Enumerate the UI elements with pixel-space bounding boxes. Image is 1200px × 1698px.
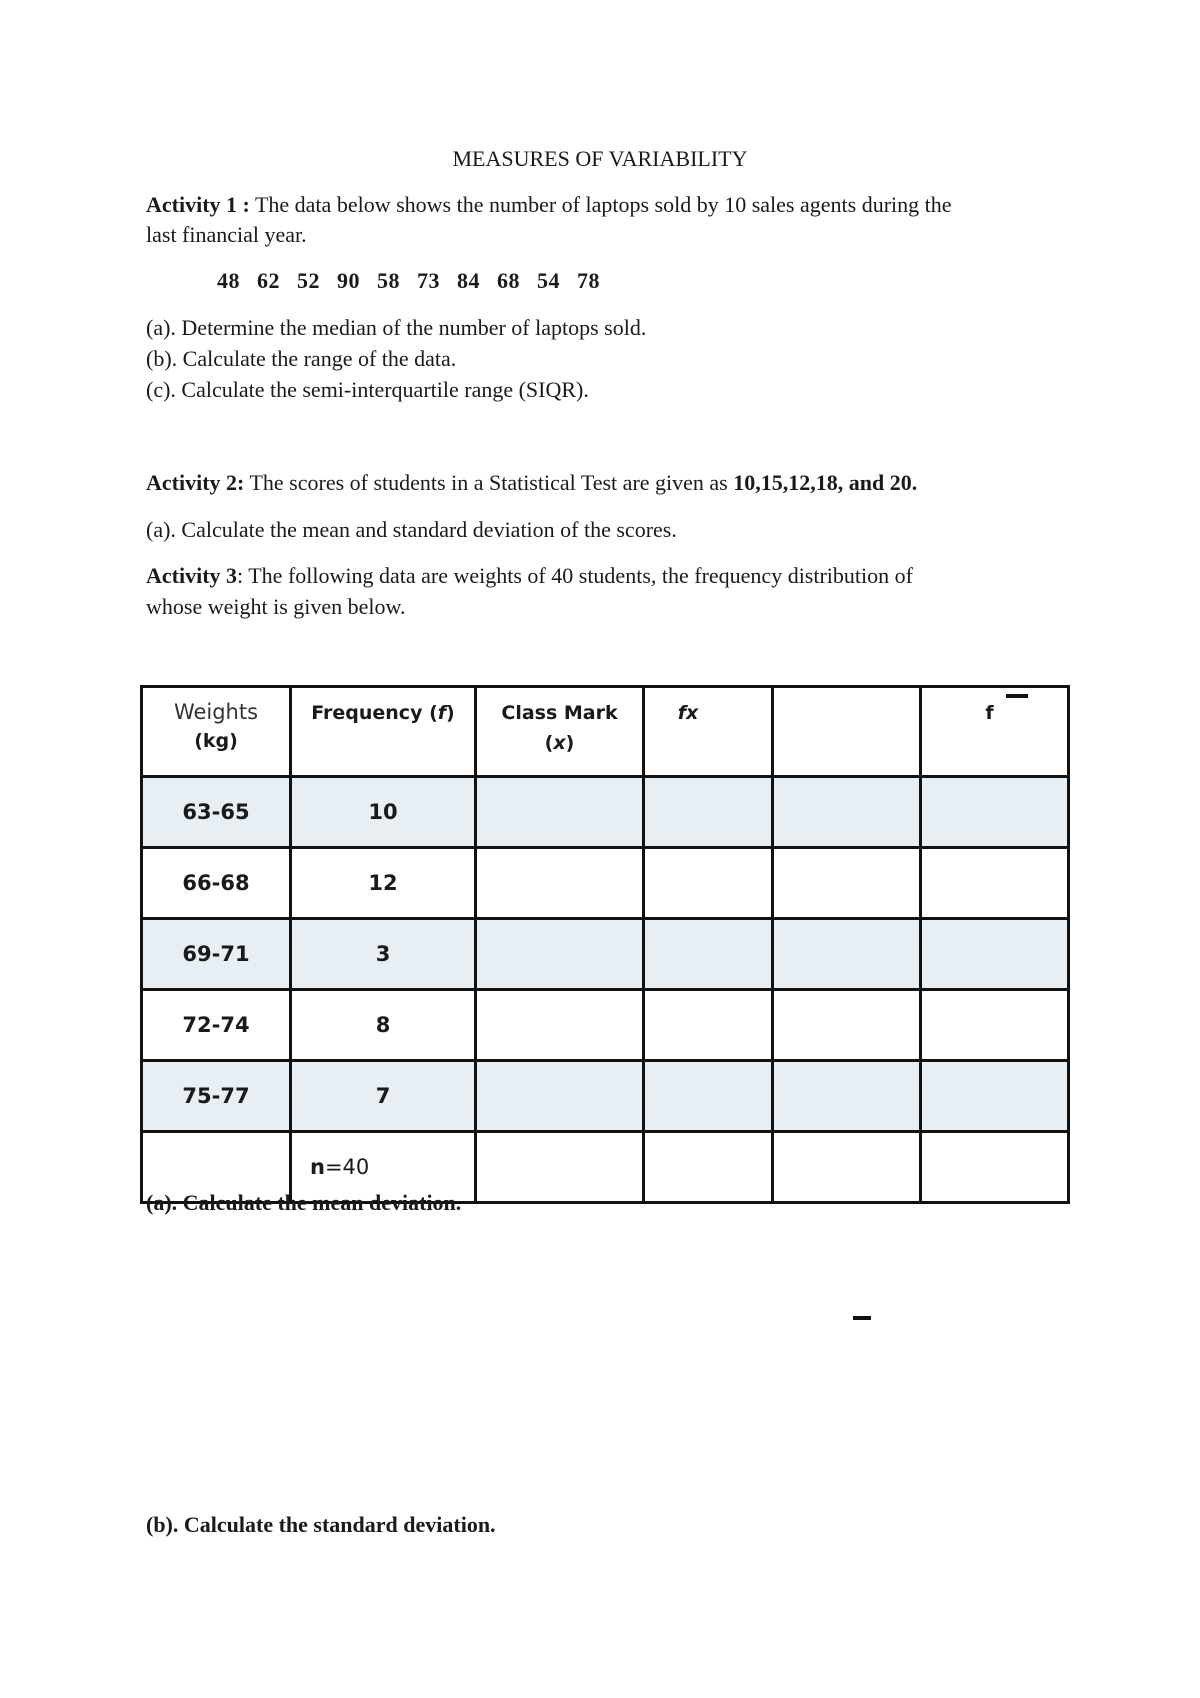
data-value: 68 <box>497 268 520 293</box>
header-weights-line1: Weights <box>173 700 259 724</box>
cell-empty <box>773 990 921 1061</box>
header-weights <box>142 687 291 777</box>
cell-frequency: 12 <box>291 848 476 919</box>
cell-frequency: 3 <box>291 919 476 990</box>
activity1-number-list <box>217 268 611 294</box>
dash-mark <box>853 1316 871 1320</box>
table-row <box>142 990 1069 1061</box>
activity1-text-line2: last financial year. <box>146 222 307 247</box>
cell-empty <box>644 919 773 990</box>
table-row <box>142 777 1069 848</box>
activity1-label: Activity 1 : <box>146 192 250 217</box>
cell-empty <box>773 919 921 990</box>
activity2-text: The scores of students in a Statistical Test are given as <box>249 470 728 495</box>
activity3-label: Activity 3 <box>146 563 238 588</box>
data-value: 73 <box>417 268 440 293</box>
cell-empty <box>644 848 773 919</box>
table-row <box>142 919 1069 990</box>
cell-empty <box>476 848 644 919</box>
data-value: 48 <box>217 268 240 293</box>
header-frequency: Frequency (f) <box>291 687 476 777</box>
cell-weights: 63-65 <box>142 777 291 848</box>
cell-empty <box>644 1132 773 1203</box>
activity3-text-line1: : The following data are weights of 40 students, the frequency distribution of <box>237 563 913 588</box>
cell-empty <box>773 1061 921 1132</box>
cell-empty <box>921 1061 1069 1132</box>
table-row <box>142 1061 1069 1132</box>
data-value: 52 <box>297 268 320 293</box>
activity1-question-b: (b). Calculate the range of the data. <box>146 346 457 371</box>
header-weights-line2: (kg) <box>194 730 238 752</box>
header-class-mark: Class Mark (x) <box>476 687 644 777</box>
activity3-text-line2: whose weight is given below. <box>146 594 406 619</box>
data-value: 62 <box>257 268 280 293</box>
header-col5 <box>773 687 921 777</box>
overline-mark <box>1006 694 1028 698</box>
cell-weights: 72-74 <box>142 990 291 1061</box>
page-title: MEASURES OF VARIABILITY <box>452 146 748 171</box>
cell-empty <box>644 990 773 1061</box>
activity1-question-a: (a). Determine the median of the number of laptops sold. <box>146 315 647 340</box>
question-mean-deviation: (a). Calculate the mean deviation. <box>146 1190 462 1215</box>
cell-empty <box>476 1061 644 1132</box>
activity2-question-a: (a). Calculate the mean and standard deviation of the scores. <box>146 517 677 542</box>
cell-empty <box>476 919 644 990</box>
cell-frequency: 7 <box>291 1061 476 1132</box>
cell-frequency: 8 <box>291 990 476 1061</box>
activity2-label: Activity 2: <box>146 470 245 495</box>
cell-empty <box>921 848 1069 919</box>
cell-total: n=40 <box>291 1132 476 1203</box>
table-header-row <box>142 687 1069 777</box>
table-row <box>142 848 1069 919</box>
data-value: 90 <box>337 268 360 293</box>
cell-empty <box>773 1132 921 1203</box>
cell-empty <box>921 919 1069 990</box>
cell-empty <box>476 1132 644 1203</box>
activity3-line1 <box>146 563 913 589</box>
cell-empty <box>773 777 921 848</box>
activity1-question-c: (c). Calculate the semi-interquartile range (SIQR). <box>146 377 589 402</box>
cell-weights: 66-68 <box>142 848 291 919</box>
question-standard-deviation: (b). Calculate the standard deviation. <box>146 1512 496 1537</box>
cell-empty <box>476 990 644 1061</box>
cell-empty <box>921 990 1069 1061</box>
cell-empty <box>921 777 1069 848</box>
cell-empty <box>644 1061 773 1132</box>
activity2-line <box>146 470 917 496</box>
data-value: 58 <box>377 268 400 293</box>
frequency-table <box>140 685 1070 1204</box>
data-value: 54 <box>537 268 560 293</box>
header-fx: fx <box>644 687 773 777</box>
cell-empty <box>773 848 921 919</box>
cell-empty <box>476 777 644 848</box>
activity2-scores: 10,15,12,18, and 20. <box>733 470 918 495</box>
cell-weights: 75-77 <box>142 1061 291 1132</box>
cell-weights: 69-71 <box>142 919 291 990</box>
activity1-text-line1: The data below shows the number of laptops sold by 10 sales agents during the <box>254 192 952 217</box>
cell-empty <box>921 1132 1069 1203</box>
header-col6: f <box>921 687 1069 777</box>
cell-frequency: 10 <box>291 777 476 848</box>
cell-empty <box>644 777 773 848</box>
data-value: 84 <box>457 268 480 293</box>
data-value: 78 <box>577 268 600 293</box>
activity1-line1 <box>146 192 952 218</box>
